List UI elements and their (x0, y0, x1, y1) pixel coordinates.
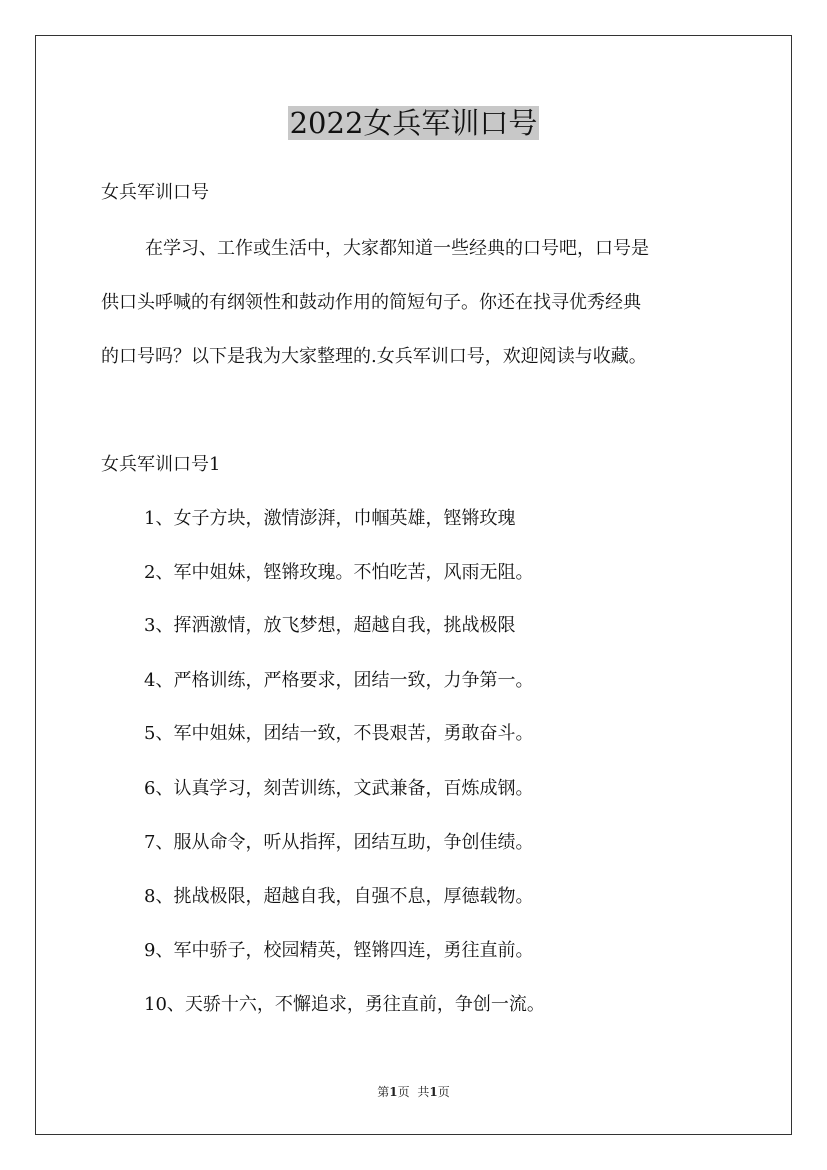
total-pages: 1 (429, 1085, 438, 1099)
slogan-item-5: 5、军中姐妹，团结一致，不畏艰苦，勇敢奋斗。 (144, 723, 534, 744)
intro-line-1: 在学习、工作或生活中，大家都知道一些经典的口号吧，口号是 (145, 238, 649, 259)
total-label-prefix: 共 (417, 1085, 430, 1099)
slogan-item-3: 3、挥洒激情，放飞梦想，超越自我，挑战极限 (144, 615, 516, 636)
slogan-item-4: 4、严格训练，严格要求，团结一致，力争第一。 (144, 670, 534, 691)
slogan-item-6: 6、认真学习，刻苦训练，文武兼备，百炼成钢。 (144, 778, 534, 799)
slogan-item-7: 7、服从命令，听从指挥，团结互助，争创佳绩。 (144, 832, 534, 853)
page-label-prefix: 第 (377, 1085, 390, 1099)
document-title-text: 2022女兵军训口号 (289, 106, 538, 140)
document-title (0, 104, 827, 142)
total-label-suffix: 页 (437, 1085, 450, 1099)
slogan-item-10: 10、天骄十六，不懈追求，勇往直前，争创一流。 (144, 994, 545, 1015)
slogan-item-9: 9、军中骄子，校园精英，铿锵四连，勇往直前。 (144, 940, 534, 961)
page-label-suffix: 页 (397, 1085, 410, 1099)
slogan-item-8: 8、挑战极限，超越自我，自强不息，厚德载物。 (144, 886, 534, 907)
intro-line-3: 的口号吗？以下是我为大家整理的.女兵军训口号，欢迎阅读与收藏。 (101, 346, 647, 367)
slogan-item-2: 2、军中姐妹，铿锵玫瑰。不怕吃苦，风雨无阻。 (144, 562, 534, 583)
page-footer (0, 1084, 827, 1100)
page-number: 1 (389, 1085, 398, 1099)
intro-heading: 女兵军训口号 (101, 182, 209, 203)
section-heading: 女兵军训口号1 (101, 454, 221, 475)
slogan-item-1: 1、女子方块，激情澎湃，巾帼英雄，铿锵玫瑰 (144, 508, 516, 529)
intro-line-2: 供口头呼喊的有纲领性和鼓动作用的简短句子。你还在找寻优秀经典 (101, 292, 641, 313)
